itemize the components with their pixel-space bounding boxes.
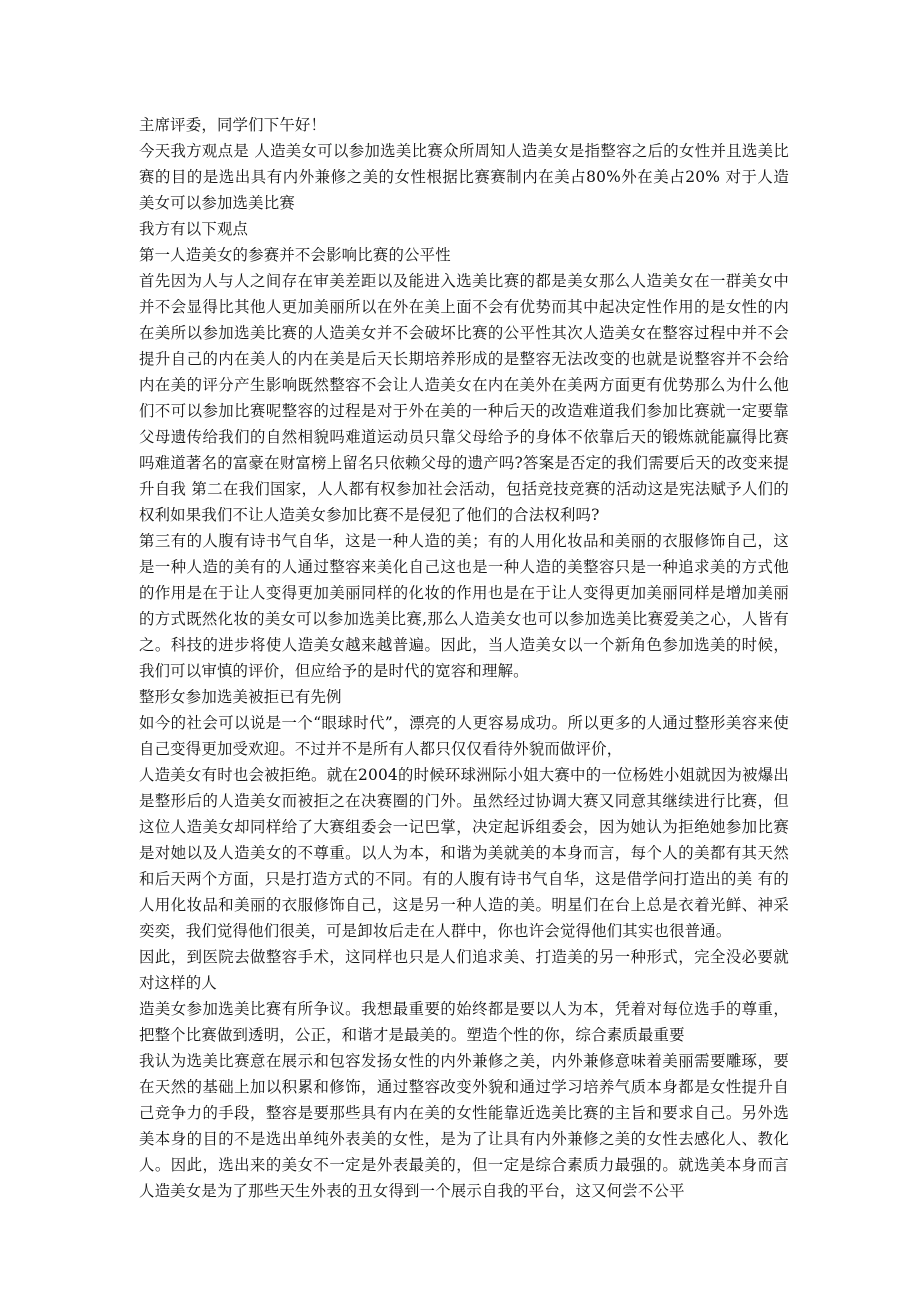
document-body <box>139 112 789 1204</box>
section-intro: 我方有以下观点 <box>139 220 249 238</box>
controversy-paragraph: 造美女参加选美比赛有所争议。我想最重要的始终都是要以人为本，凭着对每位选手的尊重，把整个比赛做到透明，公正，和谐才是最美的。塑造个性的你，综合素质最重要 <box>139 1000 789 1044</box>
point-one-heading: 第一人造美女的参赛并不会影响比赛的公平性 <box>139 246 451 264</box>
precedent-heading: 整形女参加选美被拒已有先例 <box>139 688 342 706</box>
rejection-case-paragraph: 人造美女有时也会被拒绝。就在2004的时候环球洲际小姐大赛中的一位杨姓小姐就因为被爆出是整形后的人造美女而被拒之在决赛圈的门外。虽然经过协调大赛又同意其继续进行比赛，但这位人造美女却同样给了大赛组委会一记巴掌，决定起诉组委会，因为她认为拒绝她参加比赛是对她以及人造美女的不尊重。以人为本，和谐为美就美的本身而言，每个人的美都有其天然和后天两个方面，只是打造方式的不同。有的人腹有诗书气自华，这是借学问打造出的美 有的人用化妆品和美丽的衣服修饰自己，这是另一种人造的美。明星们在台上总是衣着光鲜、神采奕奕，我们觉得他们很美，可是卸妆后走在人群中，你也许会觉得他们其实也很普通。 <box>139 766 789 940</box>
greeting-paragraph: 主席评委，同学们下午好！ <box>139 116 327 134</box>
conclusion-paragraph: 我认为选美比赛意在展示和包容发扬女性的内外兼修之美，内外兼修意味着美丽需要雕琢，要在天然的基础上加以积累和修饰，通过整容改变外貌和通过学习培养气质本身都是女性提升自己竞争力的手段，整容是要那些具有内在美的女性能靠近选美比赛的主旨和要求自己。另外选美本身的目的不是选出单纯外表美的女性，是为了让具有内外兼修之美的女性去感化人、教化人。因此，选出来的美女不一定是外表最美的，但一定是综合素质力最强的。就选美本身而言人造美女是为了那些天生外表的丑女得到一个展示自我的平台，这又何尝不公平 <box>139 1052 789 1200</box>
point-three-paragraph: 第三有的人腹有诗书气自华，这是一种人造的美；有的人用化妆品和美丽的衣服修饰自己，这是一种人造的美有的人通过整容来美化自己这也是一种人造的美整容只是一种追求美的方式他的作用是在于让人变得更加美丽同样的化妆的作用也是在于让人变得更加美丽同样是增加美丽的方式既然化妆的美女可以参加选美比赛,那么人造美女也可以参加选美比赛爱美之心，人皆有之。科技的进步将使人造美女越来越普遍。因此，当人造美女以一个新角色参加选美的时候，我们可以审慎的评价，但应给予的是时代的宽容和理解。 <box>139 532 789 680</box>
hospital-paragraph: 因此，到医院去做整容手术，这同样也只是人们追求美、打造美的另一种形式，完全没必要就对这样的人 <box>139 948 789 992</box>
point-one-paragraph: 首先因为人与人之间存在审美差距以及能进入选美比赛的都是美女那么人造美女在一群美女中并不会显得比其他人更加美丽所以在外在美上面不会有优势而其中起决定性作用的是女性的内在美所以参加选美比赛的人造美女并不会破坏比赛的公平性其次人造美女在整容过程中并不会提升自己的内在美人的内在美是后天长期培养形成的是整容无法改变的也就是说整容并不会给内在美的评分产生影响既然整容不会让人造美女在内在美外在美两方面更有优势那么为什么他们不可以参加比赛呢整容的过程是对于外在美的一种后天的改造难道我们参加比赛就一定要靠父母遗传给我们的自然相貌吗难道运动员只靠父母给予的身体不依靠后天的锻炼就能赢得比赛吗难道著名的富豪在财富榜上留名只依赖父母的遗产吗?答案是否定的我们需要后天的改变来提升自我 第二在我们国家，人人都有权参加社会活动，包括竞技竞赛的活动这是宪法赋予人们的权利如果我们不让人造美女参加比赛不是侵犯了他们的合法权利吗? <box>139 272 789 524</box>
thesis-paragraph: 今天我方观点是 人造美女可以参加选美比赛众所周知人造美女是指整容之后的女性并且选美比赛的目的是选出具有内外兼修之美的女性根据比赛赛制内在美占80%外在美占20% 对于人造美女可以参加选美比赛 <box>139 142 789 212</box>
eyeball-era-paragraph: 如今的社会可以说是一个“眼球时代”，漂亮的人更容易成功。所以更多的人通过整形美容来使自己变得更加受欢迎。不过并不是所有人都只仅仅看待外貌而做评价， <box>139 714 789 758</box>
